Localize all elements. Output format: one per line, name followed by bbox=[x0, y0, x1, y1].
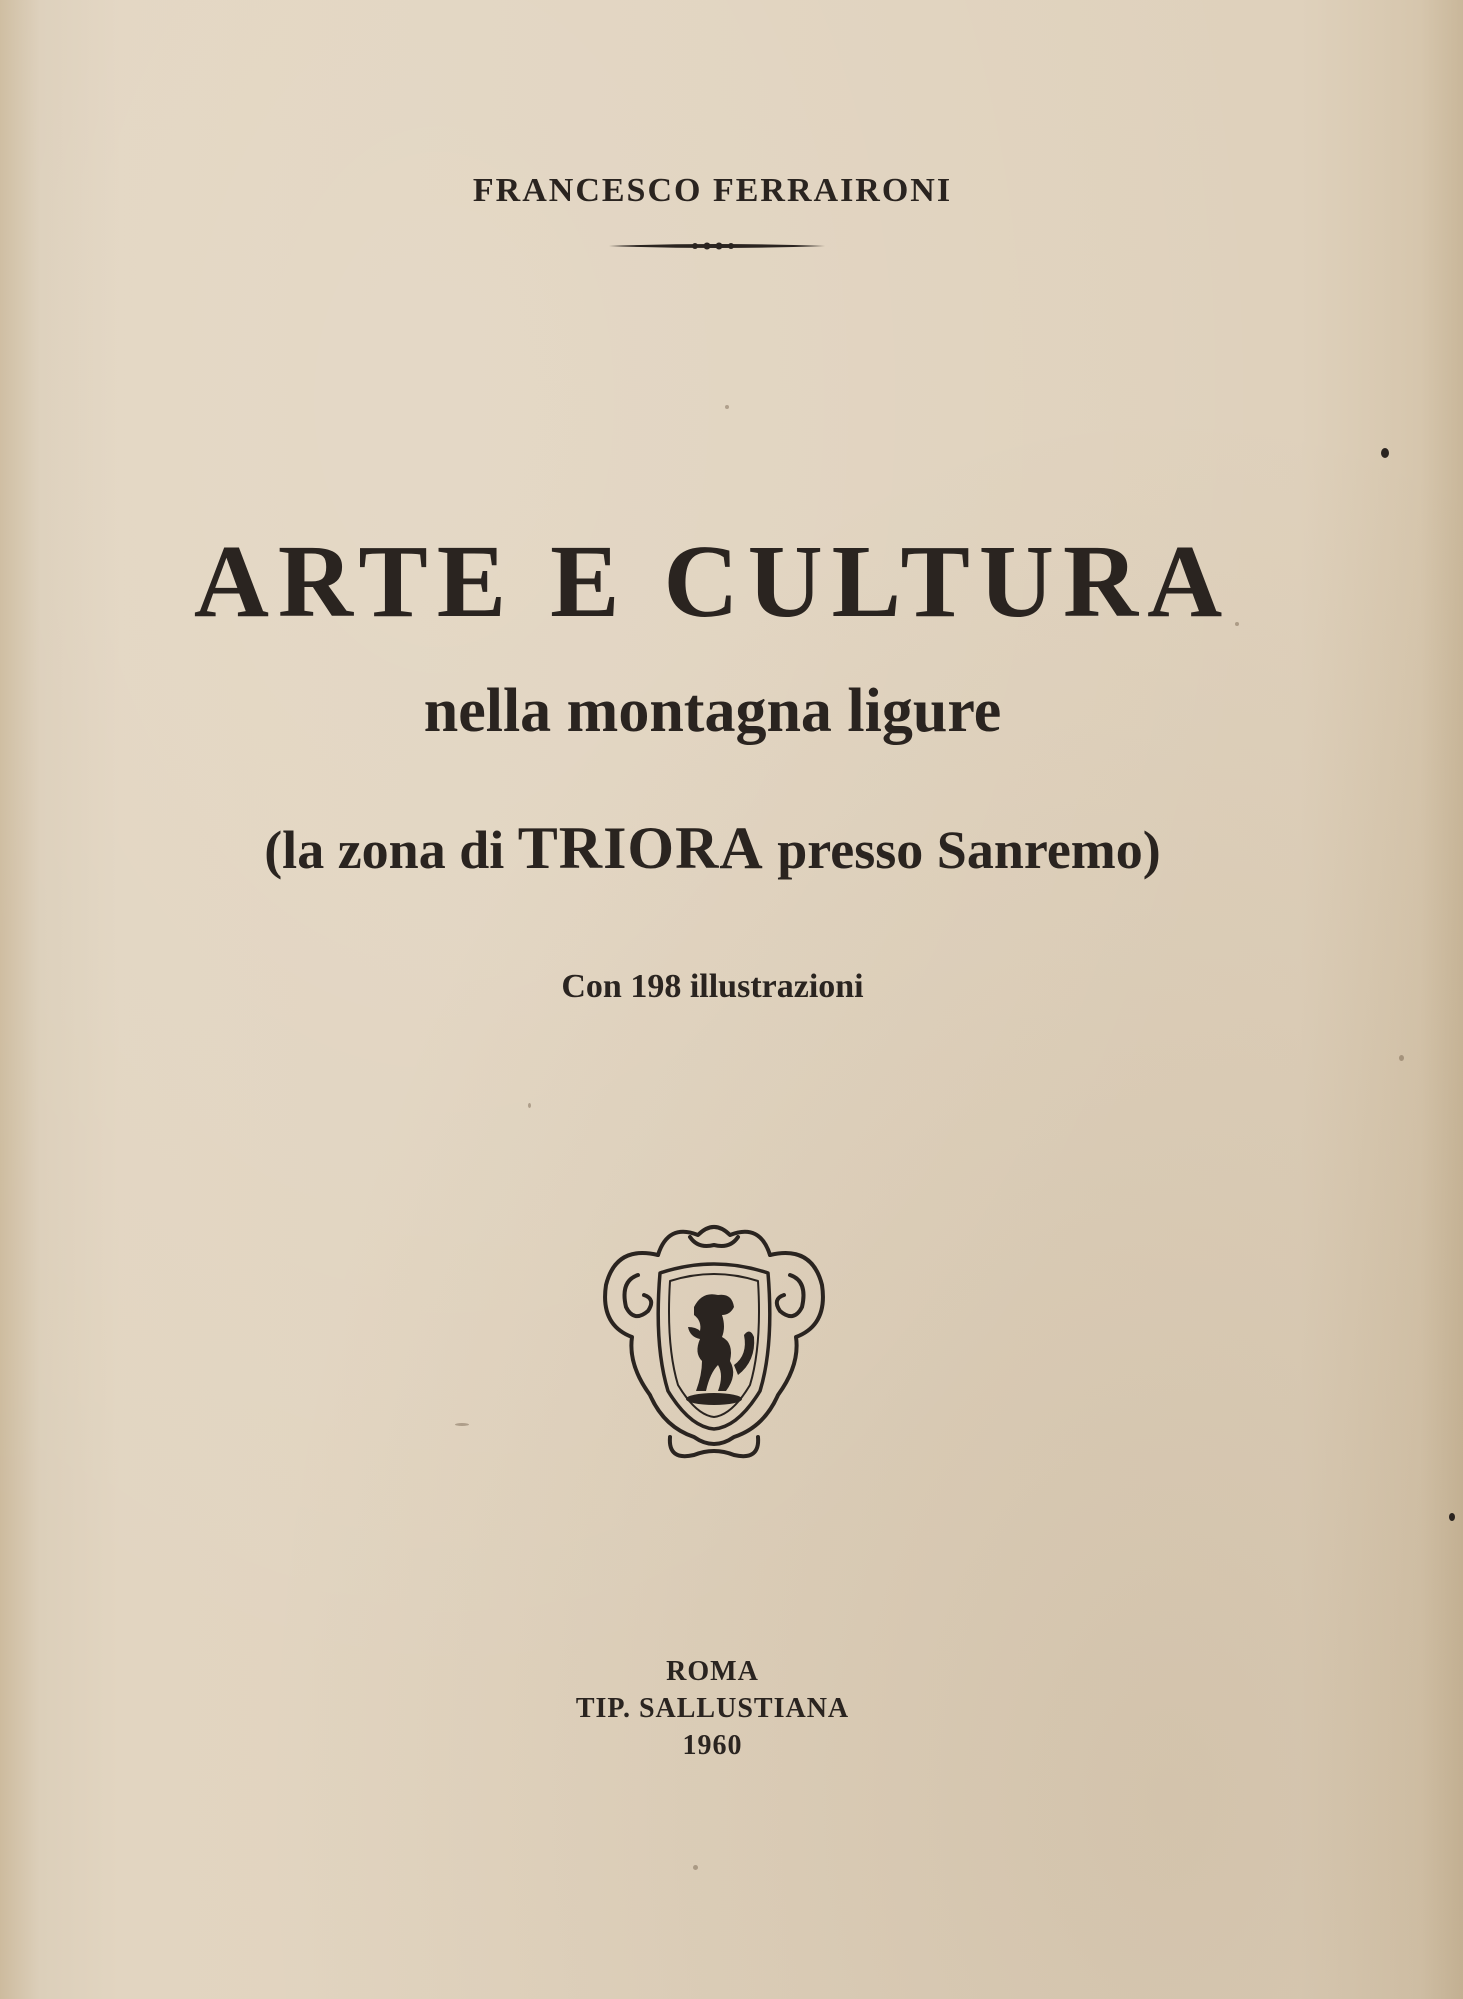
paper-speck bbox=[1381, 448, 1389, 458]
paper-speck bbox=[528, 1103, 531, 1108]
paper-speck bbox=[455, 1423, 469, 1426]
coat-of-arms-icon bbox=[598, 1215, 830, 1467]
book-subtitle-location bbox=[0, 815, 1425, 881]
imprint-city: ROMA bbox=[666, 1656, 759, 1687]
subtitle-location-close: presso Sanremo) bbox=[777, 820, 1161, 880]
imprint-year: 1960 bbox=[682, 1730, 743, 1761]
author-name: FRANCESCO FERRAIRONI bbox=[472, 172, 953, 209]
paper-speck bbox=[1449, 1513, 1455, 1521]
illustrations-note: Con 198 illustrazioni bbox=[561, 968, 864, 1005]
paper-speck bbox=[693, 1865, 698, 1870]
book-subtitle: nella montagna ligure bbox=[423, 677, 1002, 745]
book-title: ARTE E CULTURA bbox=[193, 524, 1232, 639]
publisher-imprint bbox=[0, 1653, 1425, 1764]
divider-ornament bbox=[607, 240, 827, 252]
paper-speck bbox=[725, 405, 729, 409]
paper-speck bbox=[1399, 1055, 1404, 1061]
imprint-publisher: TIP. SALLUSTIANA bbox=[575, 1693, 850, 1724]
subtitle-location-place: TRIORA bbox=[517, 815, 764, 881]
subtitle-location-open: (la zona di bbox=[264, 820, 505, 880]
